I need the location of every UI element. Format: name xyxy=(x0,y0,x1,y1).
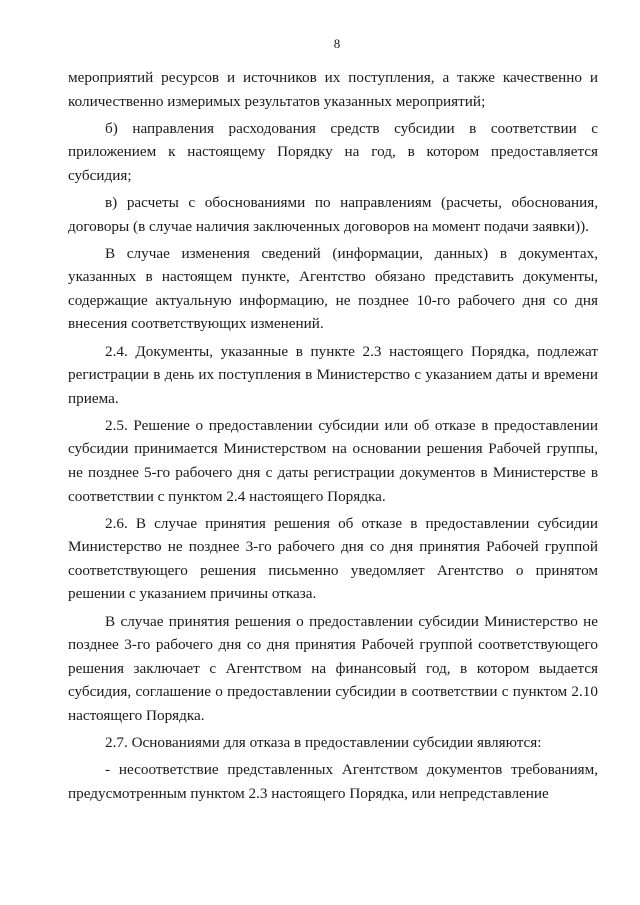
paragraph-10: - несоответствие представленных Агентством документов требованиям, предусмотренным пунктом 2.3 настоящего Порядка, или непредставление xyxy=(68,761,598,802)
paragraph-7: 2.6. В случае принятия решения об отказе в предоставлении субсидии Министерство не позднее 3-го рабочего дня со дня принятия Рабочей группой соответствующего решения письменно уведомляет Агентство о принятом решении с указанием причины отказа. xyxy=(68,514,598,603)
paragraph-3: в) расчеты с обоснованиями по направлениям (расчеты, обоснования, договоры (в случае наличия заключенных договоров на момент подачи заявки)). xyxy=(68,193,598,235)
paragraph-9: 2.7. Основаниями для отказа в предоставлении субсидии являются: xyxy=(105,734,542,752)
document-body xyxy=(68,66,598,805)
page-number: 8 xyxy=(333,36,341,51)
paragraph-2: б) направления расходования средств субсидии в соответствии с приложением к настоящему Порядку на год, в котором предоставляется субсидия; xyxy=(68,119,598,184)
paragraph-1: мероприятий ресурсов и источников их поступления, а также качественно и количественно измеримых результатов указанных мероприятий; xyxy=(68,69,598,110)
paragraph-8: В случае принятия решения о предоставлении субсидии Министерство не позднее 3-го рабочего дня со дня принятия Рабочей группой соответствующего решения заключает с Агентством на финансовый год, в котором выдается субсидия, соглашение о предоставлении субсидии в соответствии с пунктом 2.10 настоящего Порядка. xyxy=(68,612,598,724)
paragraph-5: 2.4. Документы, указанные в пункте 2.3 настоящего Порядка, подлежат регистрации в день их поступления в Министерство с указанием даты и времени приема. xyxy=(68,342,598,407)
paragraph-4: В случае изменения сведений (информации, данных) в документах, указанных в настоящем пункте, Агентство обязано представить документы, содержащие актуальную информацию, не позднее 10-го рабочего дня со дня внесения соответствующих изменений. xyxy=(68,244,598,333)
paragraph-6: 2.5. Решение о предоставлении субсидии или об отказе в предоставлении субсидии принимается Министерством на основании решения Рабочей группы, не позднее 5-го рабочего дня с даты регистрации документов в Министерстве в соответствии с пунктом 2.4 настоящего Порядка. xyxy=(68,416,598,505)
